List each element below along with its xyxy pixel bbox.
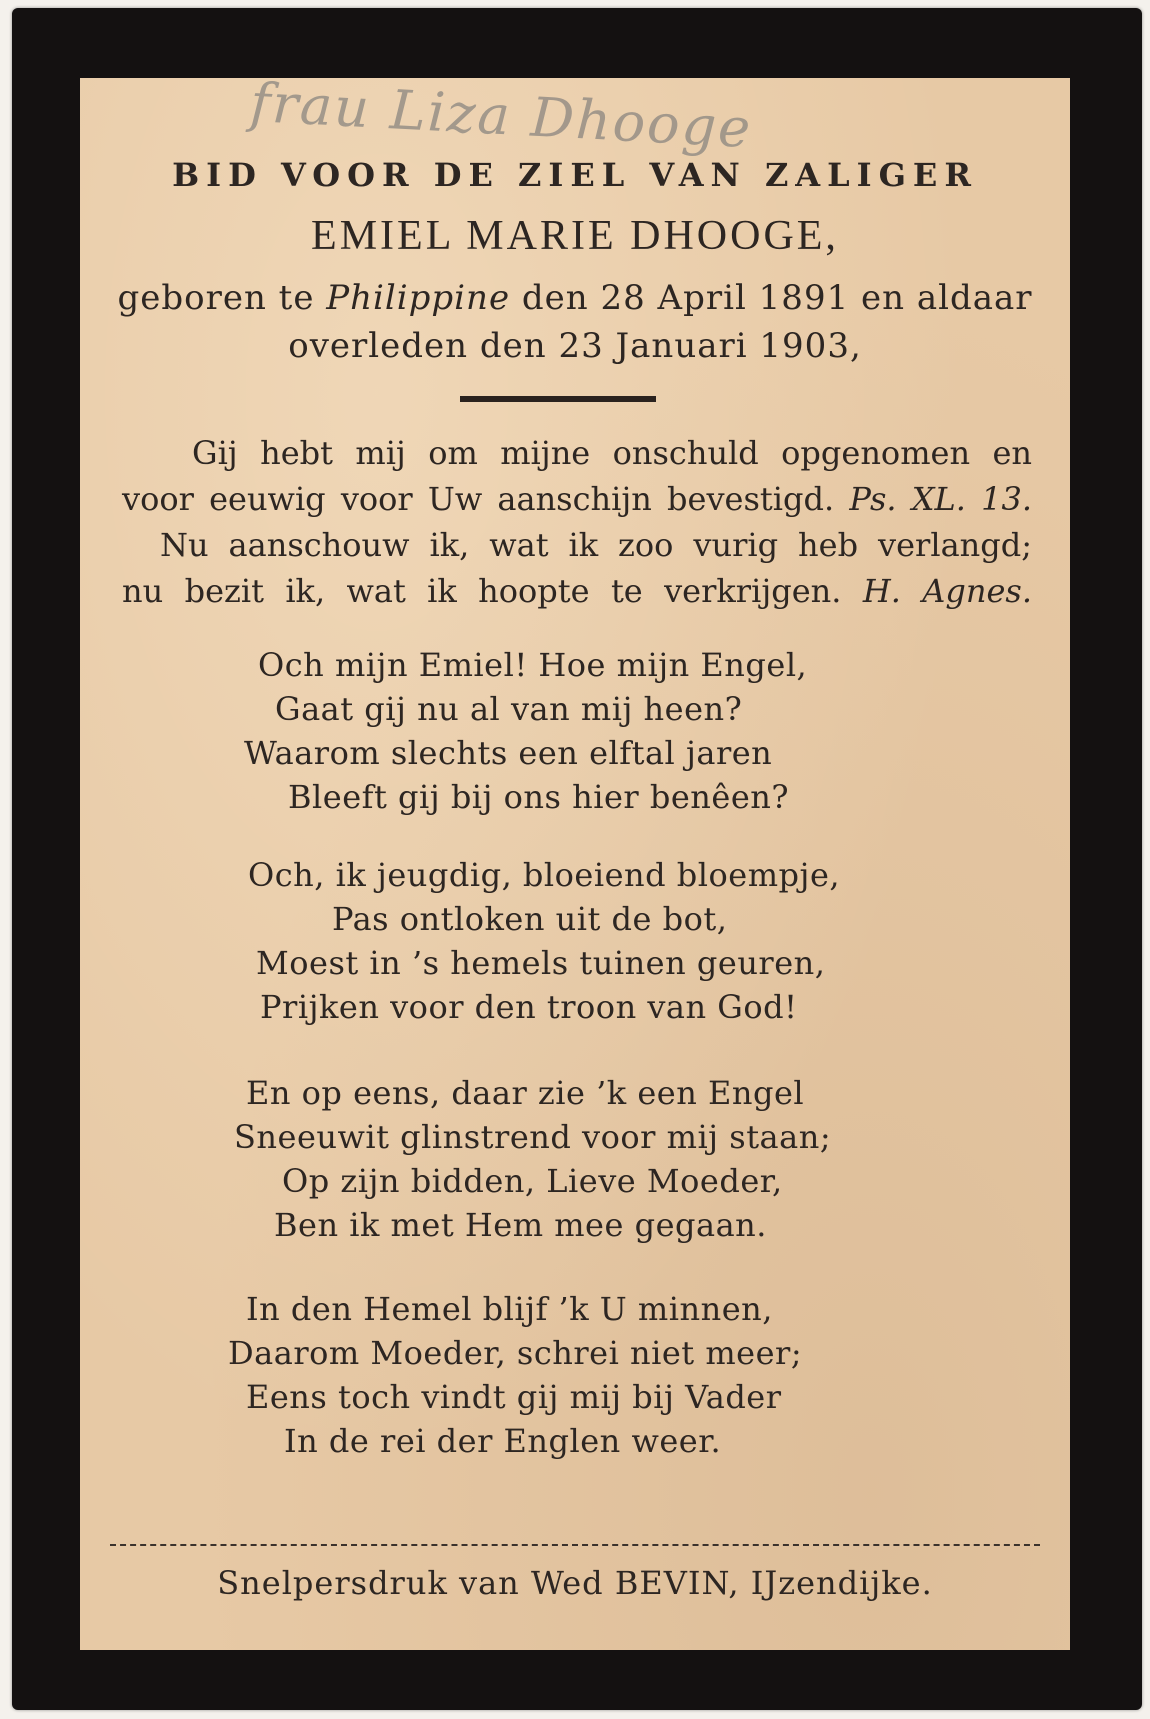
- birth-line: [80, 278, 1070, 318]
- printer-credit: Snelpersdruk van Wed BEVIN, IJzendijke.: [217, 1564, 933, 1602]
- footer-divider: [110, 1544, 1040, 1546]
- poem-line: Sneeuwit glinstrend voor mij staan;: [234, 1118, 832, 1156]
- memorial-card: [80, 70, 1070, 1650]
- poem-line: Moest in ’s hemels tuinen geuren,: [256, 944, 826, 982]
- poem-line: In den Hemel blijf ’k U minnen,: [246, 1290, 773, 1328]
- agnes-reference: H. Agnes.: [862, 572, 1033, 610]
- deceased-name: EMIEL MARIE DHOOGE,: [311, 213, 839, 259]
- quote-line-3: Nu aanschouw ik, wat ik zoo vurig heb verlangd;: [160, 526, 1032, 564]
- birth-prefix: geboren te: [117, 278, 327, 318]
- psalm-reference: Ps. XL. 13.: [849, 480, 1033, 518]
- birth-place: Philippine: [326, 278, 511, 318]
- quote-line-1: Gij hebt mij om mijne onschuld opgenomen en: [192, 434, 1032, 472]
- divider: [460, 396, 656, 402]
- poem-line: Ben ik met Hem mee gegaan.: [274, 1206, 767, 1244]
- poem-line: Och, ik jeugdig, bloeiend bloempje,: [248, 856, 841, 894]
- poem-line: Op zijn bidden, Lieve Moeder,: [282, 1162, 783, 1200]
- poem-line: En op eens, daar zie ’k een Engel: [246, 1074, 805, 1112]
- poem-line: Daarom Moeder, schrei niet meer;: [228, 1334, 803, 1372]
- mourning-card-border: [12, 8, 1142, 1710]
- poem-line: Och mijn Emiel! Hoe mijn Engel,: [258, 646, 808, 684]
- poem-line: Bleeft gij bij ons hier benêen?: [288, 778, 790, 816]
- death-line: overleden den 23 Januari 1903,: [288, 326, 862, 366]
- poem-line: Gaat gij nu al van mij heen?: [275, 690, 743, 728]
- poem-line: In de rei der Englen weer.: [284, 1422, 722, 1460]
- quote-line-4: [122, 572, 1032, 610]
- birth-date: den 28 April 1891 en aldaar: [510, 278, 1033, 318]
- quote-text-4: nu bezit ik, wat ik hoopte te verkrijgen.: [122, 572, 842, 610]
- quote-line-2: [122, 480, 1032, 518]
- poem-line: Pas ontloken uit de bot,: [332, 900, 728, 938]
- handwritten-note: frau Liza Dhooge: [248, 70, 754, 161]
- poem-line: Eens toch vindt gij mij bij Vader: [246, 1378, 782, 1416]
- poem-line: Prijken voor den troon van God!: [260, 988, 798, 1026]
- prayer-heading: BID VOOR DE ZIEL VAN ZALIGER: [172, 156, 978, 194]
- quote-text-2: voor eeuwig voor Uw aanschijn bevestigd.: [122, 480, 835, 518]
- poem-line: Waarom slechts een elftal jaren: [244, 734, 773, 772]
